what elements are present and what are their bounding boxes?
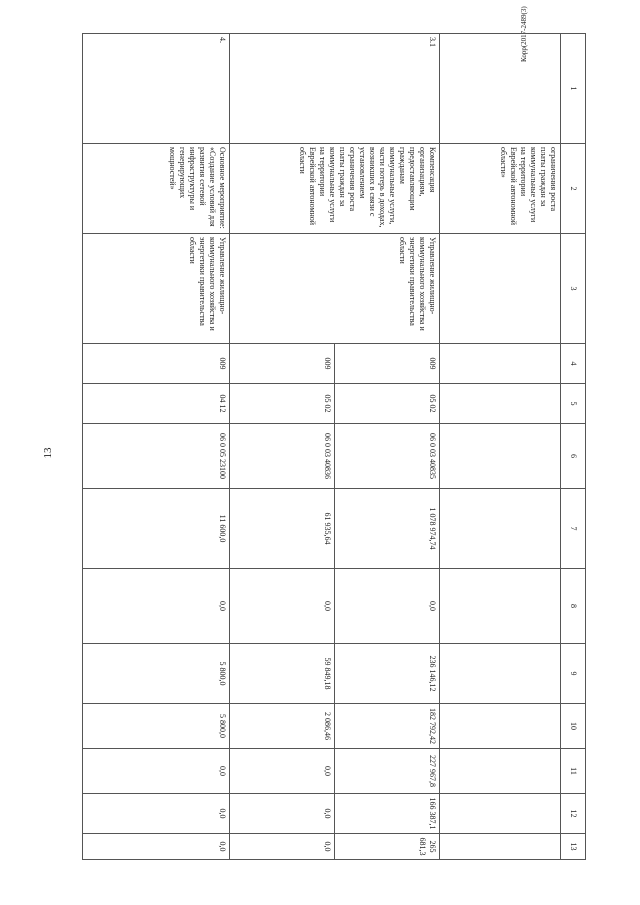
cell-executor: [440, 234, 561, 344]
cell-rzpr: 05 02: [335, 384, 440, 424]
col-header-9: 9: [561, 644, 586, 704]
header-row: [561, 34, 586, 860]
cell-col12: 0,0: [230, 794, 335, 834]
cell-col9: 59 849,18: [230, 644, 335, 704]
cell-csr: 06 0 03 40836: [230, 424, 335, 489]
cell-col8: 0,0: [335, 569, 440, 644]
cell-name: ограничения роста платы граждан за коммунальные услуги на территории Еврейской автономной области»: [440, 144, 561, 234]
budget-table: [82, 33, 586, 860]
budget-table-container: [82, 33, 586, 859]
cell-col11: 0,0: [230, 749, 335, 794]
col-header-10: 10: [561, 704, 586, 749]
cell-col13: 0,0: [230, 834, 335, 860]
cell-col11: 227 967,8: [335, 749, 440, 794]
cell-rzpr: 05 02: [230, 384, 335, 424]
table-row: [440, 34, 561, 860]
cell-total: [440, 489, 561, 569]
cell-executor: Управление жилищно-коммунального хозяйства и энергетики правительства области: [230, 234, 440, 344]
cell-col12: 0,0: [83, 794, 230, 834]
table-row: [335, 34, 440, 860]
cell-csr: 06 0 03 40835: [335, 424, 440, 489]
cell-col13: [440, 834, 561, 860]
cell-grbs: 009: [335, 344, 440, 384]
cell-col9: 5 800,0: [83, 644, 230, 704]
cell-col11: [440, 749, 561, 794]
col-header-4: 4: [561, 344, 586, 384]
cell-csr: 06 0 05 23100: [83, 424, 230, 489]
cell-col8: [440, 569, 561, 644]
cell-col10: 182 792,42: [335, 704, 440, 749]
document-code: Корр(2017-2489(3): [520, 6, 528, 62]
cell-name: Компенсация организациям, предоставляющим гражданам коммунальные услуги, части потерь в доходах, возникших в связи с установлением ограничения роста платы граждан за коммунальные услуги на территории Еврейской автономной области: [230, 144, 440, 234]
cell-col9: 236 146,12: [335, 644, 440, 704]
col-header-12: 12: [561, 794, 586, 834]
col-header-2: 2: [561, 144, 586, 234]
col-header-5: 5: [561, 384, 586, 424]
cell-col8: 0,0: [83, 569, 230, 644]
cell-col11: 0,0: [83, 749, 230, 794]
cell-col12: 166 387,1: [335, 794, 440, 834]
cell-col10: [440, 704, 561, 749]
cell-grbs: 009: [230, 344, 335, 384]
cell-rzpr: [440, 384, 561, 424]
col-header-6: 6: [561, 424, 586, 489]
cell-total: 11 600,0: [83, 489, 230, 569]
col-header-7: 7: [561, 489, 586, 569]
col-header-13: 13: [561, 834, 586, 860]
cell-col10: 2 086,46: [230, 704, 335, 749]
page-number: 13: [42, 447, 54, 459]
col-header-3: 3: [561, 234, 586, 344]
cell-total: 61 935,64: [230, 489, 335, 569]
cell-number: [440, 34, 561, 144]
cell-col10: 5 800,0: [83, 704, 230, 749]
cell-grbs: [440, 344, 561, 384]
cell-grbs: 009: [83, 344, 230, 384]
cell-number: 4.: [83, 34, 230, 144]
cell-name: Основное мероприятие: «Создание условий для развития сетевой инфраструктуры и генерирующих мощностей»: [83, 144, 230, 234]
cell-col12: [440, 794, 561, 834]
cell-col8: 0,0: [230, 569, 335, 644]
cell-number: 3.1: [230, 34, 440, 144]
col-header-1: 1: [561, 34, 586, 144]
cell-rzpr: 04 12: [83, 384, 230, 424]
cell-col9: [440, 644, 561, 704]
cell-csr: [440, 424, 561, 489]
cell-executor: Управление жилищно-коммунального хозяйства и энергетики правительства области: [83, 234, 230, 344]
col-header-8: 8: [561, 569, 586, 644]
col-header-11: 11: [561, 749, 586, 794]
table-row: [83, 34, 230, 860]
cell-col13: 265 681,3: [335, 834, 440, 860]
cell-total: 1 078 974,74: [335, 489, 440, 569]
cell-col13: 0,0: [83, 834, 230, 860]
